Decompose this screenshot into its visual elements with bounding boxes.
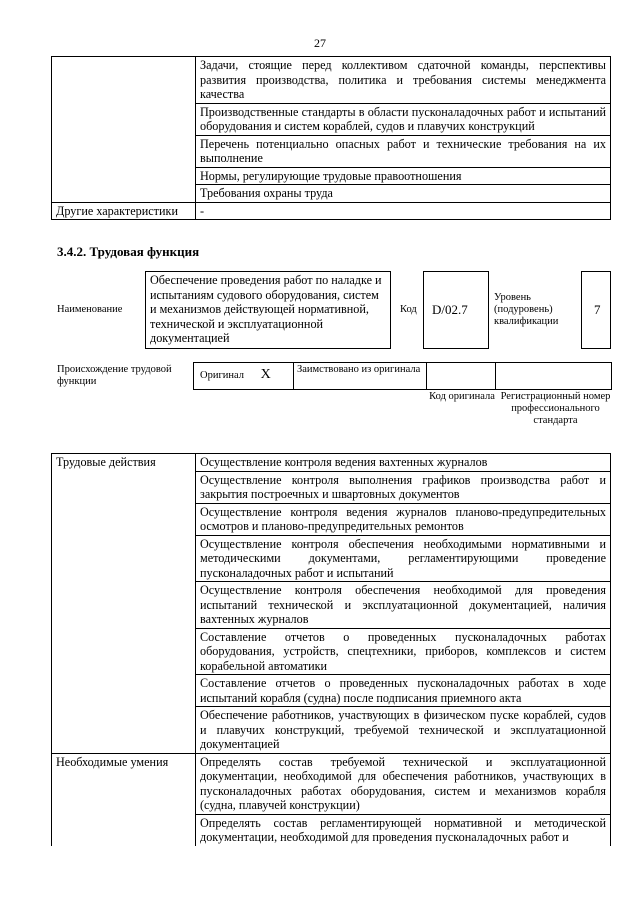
knowledge-table [51, 56, 611, 220]
code-label: Код [400, 304, 417, 315]
skills-label: Необходимые умения [52, 753, 196, 846]
origin-label: Происхождение трудовой функции [57, 364, 172, 387]
knowledge-item: Нормы, регулирующие трудовые правоотношения [196, 167, 611, 185]
origin-reg-cell [496, 363, 612, 390]
function-name: Обеспечение проведения работ по наладке и испытаниям судового оборудования, систем и механизмов действующей нормативной, технической и эксплуатационной документацией [145, 271, 391, 349]
labor-action-item: Обеспечение работников, участвующих в физическом пуске кораблей, судов и плавучих конструкций, требуемой технической и эксплуатационной документацией [196, 707, 611, 754]
knowledge-item: Перечень потенциально опасных работ и технические требования на их выполнение [196, 135, 611, 167]
knowledge-item: Задачи, стоящие перед коллективом сдаточной команды, перспективы развития производства, политика и требования системы менеджмента качества [196, 57, 611, 104]
level-label: Уровень (подуровень) квалификации [494, 292, 559, 327]
reg-caption: Регистрационный номер профессионального стандарта [500, 391, 611, 426]
labor-action-item: Осуществление контроля обеспечения необходимой для проведения испытаний технической и эксплуатационной документацией, наличия вахтенных журналов [196, 582, 611, 629]
other-characteristics-label: Другие характеристики [52, 202, 196, 220]
original-mark: X [260, 367, 271, 382]
skill-item: Определять состав требуемой технической и эксплуатационной документации, необходимой для обеспечения работников, участвующих в пусконаладочных работах оборудования, систем и механизмов корабля (судна, плавучей конструкции) [196, 753, 611, 814]
original-label: Оригинал [200, 370, 244, 381]
origin-original-cell [194, 363, 294, 390]
knowledge-label-cell [52, 57, 196, 203]
origin-code-cell [427, 363, 496, 390]
origin-table [193, 362, 612, 390]
labor-action-item: Осуществление контроля обеспечения необходимыми нормативными и методическими документами, регламентирующими проведение пусконаладочных работ и испытаний [196, 535, 611, 582]
code-caption: Код оригинала [429, 391, 495, 402]
function-code: D/02.7 [423, 271, 489, 349]
labor-action-item: Осуществление контроля ведения журналов планово-предупредительных осмотров и планово-предупредительных ремонтов [196, 503, 611, 535]
labor-actions-table [51, 453, 611, 846]
knowledge-item: Требования охраны труда [196, 185, 611, 203]
page-number: 27 [314, 36, 326, 50]
level-value: 7 [581, 271, 611, 349]
section-title: 3.4.2. Трудовая функция [57, 244, 200, 259]
skill-item: Определять состав регламентирующей нормативной и методической документации, необходимой для проведения пусконаладочных работ и [196, 814, 611, 846]
labor-action-item: Составление отчетов о проведенных пусконаладочных работах оборудования, устройств, спецтехники, приборов, комплексов и систем корабельной автоматики [196, 628, 611, 675]
borrowed-label: Заимствовано из оригинала [294, 363, 427, 390]
labor-action-item: Осуществление контроля выполнения графиков производства работ и закрытия построечных и швартовных документов [196, 471, 611, 503]
other-characteristics-value: - [196, 202, 611, 220]
labor-action-item: Осуществление контроля ведения вахтенных журналов [196, 454, 611, 472]
name-label: Наименование [57, 304, 123, 315]
labor-actions-label: Трудовые действия [52, 454, 196, 754]
labor-action-item: Составление отчетов о проведенных пусконаладочных работах в ходе испытаний корабля (судна) после подписания приемного акта [196, 675, 611, 707]
knowledge-item: Производственные стандарты в области пусконаладочных работ и испытаний оборудования и систем кораблей, судов и плавучих конструкций [196, 103, 611, 135]
